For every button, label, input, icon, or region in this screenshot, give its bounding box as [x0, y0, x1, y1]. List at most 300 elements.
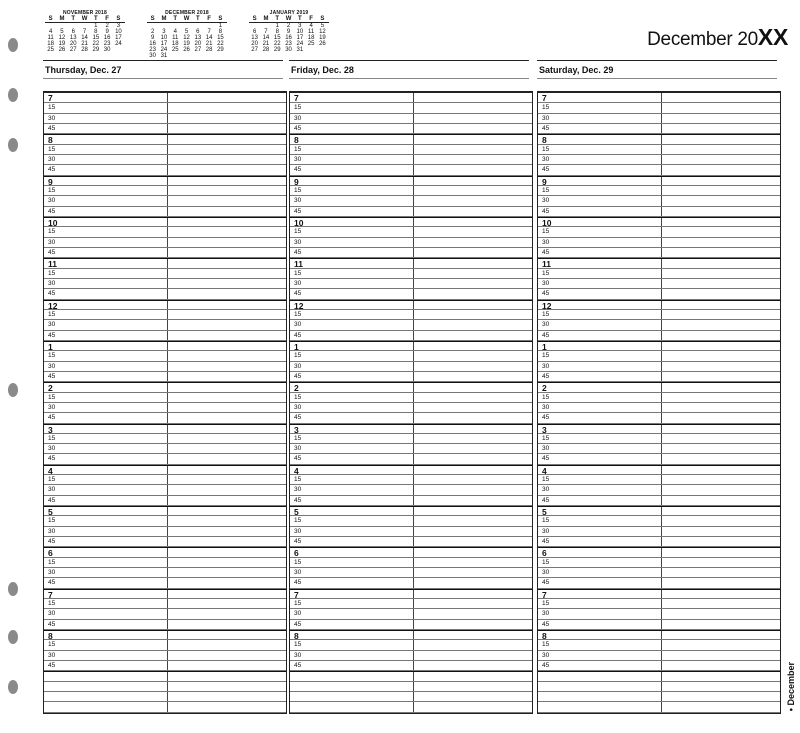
time-slot-quarter[interactable]: [290, 351, 532, 361]
time-slot-hour[interactable]: [44, 547, 286, 557]
schedule-grid-3[interactable]: [537, 91, 781, 714]
quarter-label: 45: [48, 620, 56, 628]
time-slot-quarter[interactable]: [290, 568, 532, 578]
time-slot-quarter[interactable]: [290, 403, 532, 413]
time-slot-quarter[interactable]: [290, 413, 532, 423]
time-slot-quarter[interactable]: [290, 372, 532, 382]
time-slot-quarter[interactable]: [290, 269, 532, 279]
time-slot-quarter[interactable]: [538, 320, 780, 330]
time-slot-quarter[interactable]: [290, 331, 532, 341]
time-slot-quarter[interactable]: [538, 238, 780, 248]
quarter-label: 15: [294, 352, 302, 360]
time-slot-hour[interactable]: [44, 134, 286, 144]
quarter-label: 45: [48, 207, 56, 215]
time-slot-quarter[interactable]: [290, 165, 532, 175]
time-slot-quarter[interactable]: [290, 496, 532, 506]
mini-calendar-week: [45, 47, 125, 53]
time-slot-quarter[interactable]: [538, 114, 780, 124]
time-slot-hour[interactable]: [290, 382, 532, 392]
quarter-label: 30: [542, 403, 550, 411]
time-slot-quarter[interactable]: [538, 620, 780, 630]
time-slot-quarter[interactable]: [44, 207, 286, 217]
time-slot-quarter[interactable]: [290, 207, 532, 217]
date-cell: 28: [262, 47, 270, 53]
weekday-label: S: [320, 16, 325, 22]
hour-label: 3: [294, 424, 299, 435]
time-slot-hour[interactable]: [44, 630, 286, 640]
date-cell: 30: [285, 47, 292, 53]
time-slot-quarter[interactable]: [538, 372, 780, 382]
date-cell: 2: [286, 23, 291, 29]
time-slot-hour[interactable]: [290, 547, 532, 557]
quarter-label: 45: [542, 496, 550, 504]
time-slot-hour[interactable]: [44, 424, 286, 434]
time-slot-quarter[interactable]: [44, 661, 286, 671]
note-line[interactable]: [290, 682, 532, 692]
time-slot-quarter[interactable]: [538, 207, 780, 217]
time-slot-quarter[interactable]: [538, 289, 780, 299]
day-column-1: [43, 60, 283, 79]
time-slot-quarter[interactable]: [538, 661, 780, 671]
binder-hole: [8, 38, 18, 52]
time-slot-quarter[interactable]: [538, 516, 780, 526]
quarter-label: 30: [48, 362, 56, 370]
time-slot-quarter[interactable]: [538, 527, 780, 537]
date-cell: [203, 53, 214, 59]
quarter-label: 15: [48, 476, 56, 484]
date-cell: 30: [149, 53, 156, 59]
time-slot-hour[interactable]: [290, 341, 532, 351]
hour-label: 10: [48, 217, 58, 228]
quarter-label: 45: [48, 290, 56, 298]
date-cell: 30: [103, 47, 111, 53]
time-slot-quarter[interactable]: [44, 279, 286, 289]
quarter-label: 45: [542, 538, 550, 546]
schedule-grid-2[interactable]: [289, 91, 533, 714]
time-slot-quarter[interactable]: [538, 651, 780, 661]
time-slot-quarter[interactable]: [538, 165, 780, 175]
hour-label: 7: [542, 589, 547, 600]
time-slot-quarter[interactable]: [44, 527, 286, 537]
time-slot-hour[interactable]: [290, 93, 532, 103]
quarter-label: 15: [48, 186, 56, 194]
date-cell: 18: [307, 35, 315, 41]
time-slot-hour[interactable]: [290, 506, 532, 516]
time-slot-quarter[interactable]: [538, 124, 780, 134]
quarter-label: 30: [542, 279, 550, 287]
time-slot-quarter[interactable]: [290, 186, 532, 196]
hour-label: 1: [294, 341, 299, 352]
time-slot-quarter[interactable]: [538, 434, 780, 444]
time-slot-quarter[interactable]: [44, 393, 286, 403]
date-cell: 9: [286, 29, 291, 35]
time-slot-quarter[interactable]: [44, 651, 286, 661]
time-slot-quarter[interactable]: [538, 496, 780, 506]
date-cell: 15: [217, 35, 224, 41]
time-slot-quarter[interactable]: [44, 351, 286, 361]
time-slot-hour[interactable]: [44, 93, 286, 103]
time-slot-quarter[interactable]: [290, 124, 532, 134]
quarter-label: 15: [294, 310, 302, 318]
time-slot-quarter[interactable]: [44, 227, 286, 237]
quarter-label: 30: [294, 321, 302, 329]
date-cell: 11: [308, 29, 315, 35]
time-slot-quarter[interactable]: [290, 196, 532, 206]
quarter-label: 45: [294, 579, 302, 587]
time-slot-quarter[interactable]: [538, 475, 780, 485]
date-cell: 12: [319, 29, 326, 35]
time-slot-quarter[interactable]: [538, 537, 780, 547]
date-cell: 19: [319, 35, 326, 41]
quarter-label: 30: [48, 445, 56, 453]
time-slot-quarter[interactable]: [290, 516, 532, 526]
quarter-label: 45: [48, 538, 56, 546]
time-slot-quarter[interactable]: [538, 155, 780, 165]
time-slot-quarter[interactable]: [44, 516, 286, 526]
time-slot-hour[interactable]: [44, 506, 286, 516]
time-slot-quarter[interactable]: [44, 310, 286, 320]
time-slot-quarter[interactable]: [538, 568, 780, 578]
time-slot-quarter[interactable]: [290, 238, 532, 248]
time-slot-quarter[interactable]: [44, 609, 286, 619]
time-slot-quarter[interactable]: [290, 393, 532, 403]
time-slot-quarter[interactable]: [44, 196, 286, 206]
date-cell: 1: [275, 23, 279, 29]
quarter-label: 30: [294, 445, 302, 453]
time-slot-hour[interactable]: [290, 424, 532, 434]
time-slot-quarter[interactable]: [290, 640, 532, 650]
quarter-label: 15: [294, 269, 302, 277]
time-slot-quarter[interactable]: [290, 485, 532, 495]
time-slot-quarter[interactable]: [290, 527, 532, 537]
time-slot-quarter[interactable]: [538, 103, 780, 113]
date-cell: 2: [150, 29, 155, 35]
note-line[interactable]: [290, 671, 532, 681]
time-slot-quarter[interactable]: [44, 496, 286, 506]
time-slot-quarter[interactable]: [44, 238, 286, 248]
date-cell: [170, 53, 181, 59]
time-slot-quarter[interactable]: [538, 351, 780, 361]
time-slot-quarter[interactable]: [290, 454, 532, 464]
time-slot-quarter[interactable]: [290, 444, 532, 454]
time-slot-hour[interactable]: [290, 217, 532, 227]
quarter-label: 15: [294, 186, 302, 194]
weekday-label: F: [309, 16, 313, 22]
time-slot-quarter[interactable]: [290, 661, 532, 671]
time-slot-hour[interactable]: [538, 382, 780, 392]
time-slot-quarter[interactable]: [290, 227, 532, 237]
time-slot-quarter[interactable]: [290, 537, 532, 547]
time-slot-hour[interactable]: [290, 134, 532, 144]
quarter-label: 45: [294, 414, 302, 422]
time-slot-quarter[interactable]: [44, 640, 286, 650]
time-slot-quarter[interactable]: [290, 609, 532, 619]
date-cell: 7: [82, 29, 87, 35]
time-slot-hour[interactable]: [538, 93, 780, 103]
time-slot-hour[interactable]: [290, 258, 532, 268]
time-slot-hour[interactable]: [44, 465, 286, 475]
quarter-label: 45: [542, 455, 550, 463]
time-slot-quarter[interactable]: [538, 444, 780, 454]
time-slot-quarter[interactable]: [44, 155, 286, 165]
time-slot-quarter[interactable]: [538, 403, 780, 413]
time-slot-quarter[interactable]: [538, 362, 780, 372]
time-slot-quarter[interactable]: [290, 279, 532, 289]
time-slot-quarter[interactable]: [44, 165, 286, 175]
date-cell: 12: [58, 35, 66, 41]
note-line[interactable]: [538, 682, 780, 692]
time-slot-quarter[interactable]: [44, 537, 286, 547]
time-slot-hour[interactable]: [538, 134, 780, 144]
time-slot-quarter[interactable]: [44, 620, 286, 630]
time-slot-quarter[interactable]: [290, 362, 532, 372]
mini-calendar-week: [147, 53, 227, 59]
time-slot-quarter[interactable]: [44, 454, 286, 464]
time-slot-quarter[interactable]: [538, 599, 780, 609]
hour-label: 2: [294, 383, 299, 394]
quarter-label: 45: [542, 620, 550, 628]
quarter-label: 45: [294, 662, 302, 670]
hour-label: 11: [542, 259, 551, 270]
hour-label: 7: [48, 589, 53, 600]
quarter-label: 15: [48, 352, 56, 360]
time-slot-hour[interactable]: [538, 258, 780, 268]
time-slot-hour[interactable]: [538, 341, 780, 351]
time-slot-quarter[interactable]: [538, 558, 780, 568]
hour-label: 2: [542, 383, 547, 394]
time-slot-quarter[interactable]: [538, 269, 780, 279]
time-slot-quarter[interactable]: [44, 331, 286, 341]
binder-hole: [8, 383, 18, 397]
time-slot-hour[interactable]: [538, 547, 780, 557]
time-slot-hour[interactable]: [290, 176, 532, 186]
time-slot-hour[interactable]: [44, 217, 286, 227]
time-slot-quarter[interactable]: [538, 485, 780, 495]
schedule-grid-1[interactable]: [43, 91, 287, 714]
note-line[interactable]: [538, 702, 780, 712]
date-cell: 21: [81, 41, 88, 47]
date-cell: 3: [162, 29, 166, 35]
time-slot-quarter[interactable]: [290, 620, 532, 630]
time-slot-quarter[interactable]: [44, 114, 286, 124]
mini-calendar-prev: [45, 10, 125, 53]
hour-label: 1: [542, 341, 547, 352]
time-slot-quarter[interactable]: [44, 186, 286, 196]
date-cell: 10: [160, 35, 168, 41]
time-slot-quarter[interactable]: [290, 599, 532, 609]
time-slot-quarter[interactable]: [290, 320, 532, 330]
time-slot-hour[interactable]: [44, 589, 286, 599]
time-slot-quarter[interactable]: [290, 651, 532, 661]
time-slot-hour[interactable]: [538, 217, 780, 227]
time-slot-quarter[interactable]: [44, 568, 286, 578]
note-line[interactable]: [44, 702, 286, 712]
hour-label: 3: [542, 424, 547, 435]
time-slot-hour[interactable]: [44, 176, 286, 186]
time-slot-quarter[interactable]: [290, 558, 532, 568]
time-slot-hour[interactable]: [290, 300, 532, 310]
time-slot-quarter[interactable]: [44, 558, 286, 568]
date-cell: [317, 47, 328, 53]
hour-label: 7: [294, 93, 299, 103]
date-cell: 12: [183, 35, 190, 41]
time-slot-quarter[interactable]: [44, 475, 286, 485]
mini-calendar-weekdays: [249, 16, 329, 23]
time-slot-quarter[interactable]: [538, 393, 780, 403]
quarter-label: 15: [48, 600, 56, 608]
quarter-label: 15: [294, 104, 302, 112]
time-slot-hour[interactable]: [538, 589, 780, 599]
date-cell: 20: [69, 41, 77, 47]
date-cell: 14: [205, 35, 213, 41]
time-slot-quarter[interactable]: [290, 434, 532, 444]
quarter-label: 45: [542, 662, 550, 670]
time-slot-quarter[interactable]: [44, 145, 286, 155]
note-line[interactable]: [538, 671, 780, 681]
time-slot-quarter[interactable]: [44, 362, 286, 372]
time-slot-quarter[interactable]: [44, 372, 286, 382]
quarter-label: 45: [48, 662, 56, 670]
quarter-label: 15: [294, 145, 302, 153]
time-slot-quarter[interactable]: [538, 279, 780, 289]
mini-calendar-title: JANUARY 2019: [269, 10, 309, 16]
time-slot-quarter[interactable]: [290, 248, 532, 258]
time-slot-hour[interactable]: [44, 258, 286, 268]
time-slot-hour[interactable]: [538, 630, 780, 640]
hour-label: 12: [542, 300, 552, 311]
quarter-label: 30: [48, 486, 56, 494]
time-slot-quarter[interactable]: [538, 196, 780, 206]
time-slot-quarter[interactable]: [538, 186, 780, 196]
hour-label: 2: [48, 383, 53, 394]
date-cell: [181, 53, 192, 59]
time-slot-quarter[interactable]: [538, 331, 780, 341]
quarter-label: 15: [48, 434, 56, 442]
time-slot-quarter[interactable]: [290, 475, 532, 485]
date-cell: 20: [251, 41, 258, 47]
time-slot-quarter[interactable]: [44, 444, 286, 454]
date-cell: 28: [81, 47, 88, 53]
note-line[interactable]: [44, 682, 286, 692]
time-slot-quarter[interactable]: [44, 434, 286, 444]
mini-calendar-week: [249, 47, 329, 53]
time-slot-quarter[interactable]: [538, 609, 780, 619]
time-slot-quarter[interactable]: [44, 103, 286, 113]
time-slot-hour[interactable]: [538, 465, 780, 475]
time-slot-quarter[interactable]: [538, 640, 780, 650]
time-slot-quarter[interactable]: [290, 310, 532, 320]
time-slot-quarter[interactable]: [44, 269, 286, 279]
date-cell: 4: [173, 29, 177, 35]
hour-label: 1: [48, 341, 53, 352]
quarter-label: 15: [542, 310, 550, 318]
date-cell: 8: [94, 29, 98, 35]
time-slot-hour[interactable]: [290, 630, 532, 640]
time-slot-quarter[interactable]: [290, 289, 532, 299]
quarter-label: 45: [48, 124, 56, 132]
time-slot-quarter[interactable]: [44, 413, 286, 423]
weekday-label: M: [263, 16, 269, 22]
date-cell: 26: [58, 47, 66, 53]
weekday-label: S: [252, 16, 257, 22]
hour-label: 4: [48, 465, 53, 476]
time-slot-quarter[interactable]: [44, 403, 286, 413]
time-slot-quarter[interactable]: [44, 578, 286, 588]
note-line[interactable]: [290, 692, 532, 702]
time-slot-quarter[interactable]: [44, 124, 286, 134]
date-cell: 5: [184, 29, 189, 35]
time-slot-hour[interactable]: [538, 506, 780, 516]
date-cell: 18: [47, 41, 54, 47]
mini-calendar-title: NOVEMBER 2018: [62, 10, 107, 16]
time-slot-quarter[interactable]: [538, 145, 780, 155]
note-line[interactable]: [44, 692, 286, 702]
quarter-label: 15: [542, 145, 550, 153]
time-slot-hour[interactable]: [290, 465, 532, 475]
time-slot-quarter[interactable]: [290, 578, 532, 588]
time-slot-quarter[interactable]: [44, 485, 286, 495]
date-cell: 6: [252, 29, 257, 35]
quarter-label: 45: [542, 331, 550, 339]
quarter-label: 30: [542, 569, 550, 577]
weekday-label: T: [196, 16, 200, 22]
quarter-label: 30: [294, 238, 302, 246]
date-cell: 13: [69, 35, 77, 41]
time-slot-quarter[interactable]: [290, 103, 532, 113]
time-slot-quarter[interactable]: [538, 454, 780, 464]
date-cell: 8: [275, 29, 279, 35]
time-slot-quarter[interactable]: [44, 599, 286, 609]
time-slot-hour[interactable]: [538, 300, 780, 310]
quarter-label: 45: [542, 372, 550, 380]
date-cell: 16: [285, 35, 292, 41]
note-line[interactable]: [44, 671, 286, 681]
quarter-label: 45: [48, 248, 56, 256]
time-slot-quarter[interactable]: [538, 248, 780, 258]
time-slot-hour[interactable]: [44, 300, 286, 310]
time-slot-quarter[interactable]: [290, 145, 532, 155]
time-slot-quarter[interactable]: [290, 114, 532, 124]
quarter-label: 30: [294, 569, 302, 577]
time-slot-quarter[interactable]: [44, 248, 286, 258]
time-slot-hour[interactable]: [44, 341, 286, 351]
time-slot-hour[interactable]: [290, 589, 532, 599]
note-line[interactable]: [538, 692, 780, 702]
time-slot-quarter[interactable]: [538, 227, 780, 237]
time-slot-hour[interactable]: [538, 424, 780, 434]
quarter-label: 15: [294, 476, 302, 484]
date-cell: 26: [183, 47, 190, 53]
hour-label: 11: [48, 259, 57, 270]
quarter-label: 30: [294, 527, 302, 535]
time-slot-quarter[interactable]: [290, 155, 532, 165]
weekday-label: S: [218, 16, 223, 22]
time-slot-hour[interactable]: [44, 382, 286, 392]
time-slot-quarter[interactable]: [538, 310, 780, 320]
time-slot-quarter[interactable]: [44, 289, 286, 299]
mini-calendar-weekdays: [45, 16, 125, 23]
weekday-label: M: [59, 16, 65, 22]
weekday-label: W: [285, 16, 292, 22]
time-slot-quarter[interactable]: [538, 578, 780, 588]
date-cell: 27: [251, 47, 258, 53]
time-slot-quarter[interactable]: [538, 413, 780, 423]
date-cell: 6: [71, 29, 75, 35]
note-line[interactable]: [290, 702, 532, 712]
binder-hole: [8, 88, 18, 102]
time-slot-hour[interactable]: [538, 176, 780, 186]
time-slot-quarter[interactable]: [44, 320, 286, 330]
